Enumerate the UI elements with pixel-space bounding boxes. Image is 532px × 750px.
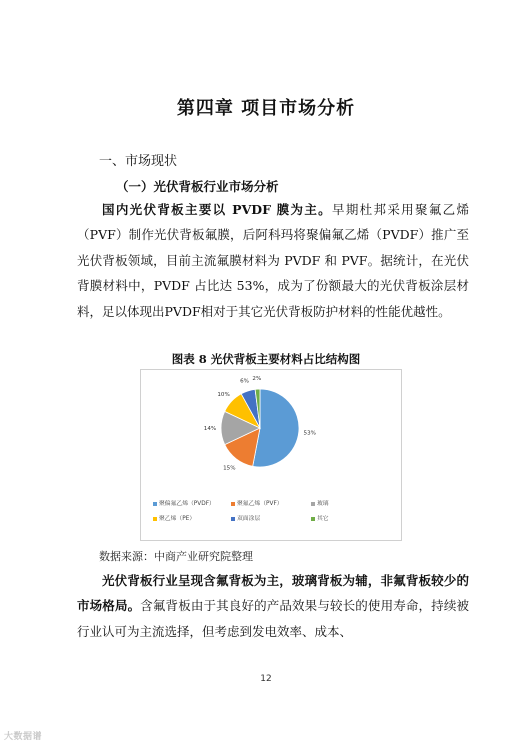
legend-label: 其它	[317, 516, 329, 522]
legend-label: 玻璃	[317, 501, 329, 507]
pie-slice-label-0: 53%	[303, 430, 316, 437]
legend-label: 双面涂层	[237, 516, 261, 522]
paragraph-2	[77, 568, 469, 644]
subsection-heading: （一）光伏背板行业市场分析	[116, 179, 279, 194]
paragraph-1-lead: 国内光伏背板主要以 PVDF 膜为主。	[102, 202, 332, 217]
legend-item-0	[153, 498, 215, 507]
legend-swatch	[153, 502, 157, 506]
legend-label: 聚氟乙烯（PVF）	[237, 501, 283, 507]
chapter-title: 第四章 项目市场分析	[176, 98, 356, 119]
legend-item-5	[311, 513, 329, 522]
legend-swatch	[311, 517, 315, 521]
paragraph-1	[77, 197, 469, 324]
paragraph-2-text: 含氟背板由于其良好的产品效果与较长的使用寿命，持续被行业认可为主流选择，但考虑到发电效率、成本、	[77, 598, 469, 639]
pie-slice-label-4: 6%	[240, 378, 249, 385]
section-heading: 一、市场现状	[99, 154, 178, 169]
pie-slice-label-5: 2%	[252, 376, 262, 383]
legend-label: 聚乙烯（PE）	[159, 516, 196, 522]
paragraph-1-text: 早期杜邦采用聚氟乙烯（PVF）制作光伏背板氟膜，后阿科玛将聚偏氟乙烯（PVDF）推广至光伏背板领域，目前主流氟膜材料为 PVDF 和 PVF。据统计，在光伏背膜材料中，PVDF 占比达 53%，成为了份额最大的光伏背板涂层材料，足以体现出PVDF相对于其它光伏背板防护材料的性能优越性。	[77, 202, 469, 319]
legend-item-2	[311, 498, 329, 507]
legend-item-3	[153, 513, 195, 522]
page-number: 12	[260, 674, 272, 684]
pie-slice-label-1: 15%	[223, 465, 236, 472]
legend-swatch	[153, 517, 157, 521]
pie-chart-svg	[141, 370, 401, 495]
data-source: 数据来源：中商产业研究院整理	[99, 550, 253, 563]
pie-slice-label-2: 14%	[203, 426, 217, 432]
legend-label: 聚偏氟乙烯（PVDF）	[159, 501, 215, 507]
legend-item-1	[231, 498, 283, 507]
watermark-logo: 大数据谱	[4, 732, 43, 742]
figure-caption: 图表 8 光伏背板主要材料占比结构图	[171, 352, 361, 366]
legend-swatch	[311, 502, 315, 506]
legend-swatch	[231, 502, 235, 506]
legend-swatch	[231, 517, 235, 521]
pie-chart	[140, 369, 402, 541]
legend-item-4	[231, 513, 260, 522]
pie-slice-label-3: 10%	[217, 391, 230, 398]
paragraph-2-lead: 光伏背板行业呈现含氟背板为主，玻璃背板为辅，非氟背板较少的市场格局。	[77, 573, 469, 614]
